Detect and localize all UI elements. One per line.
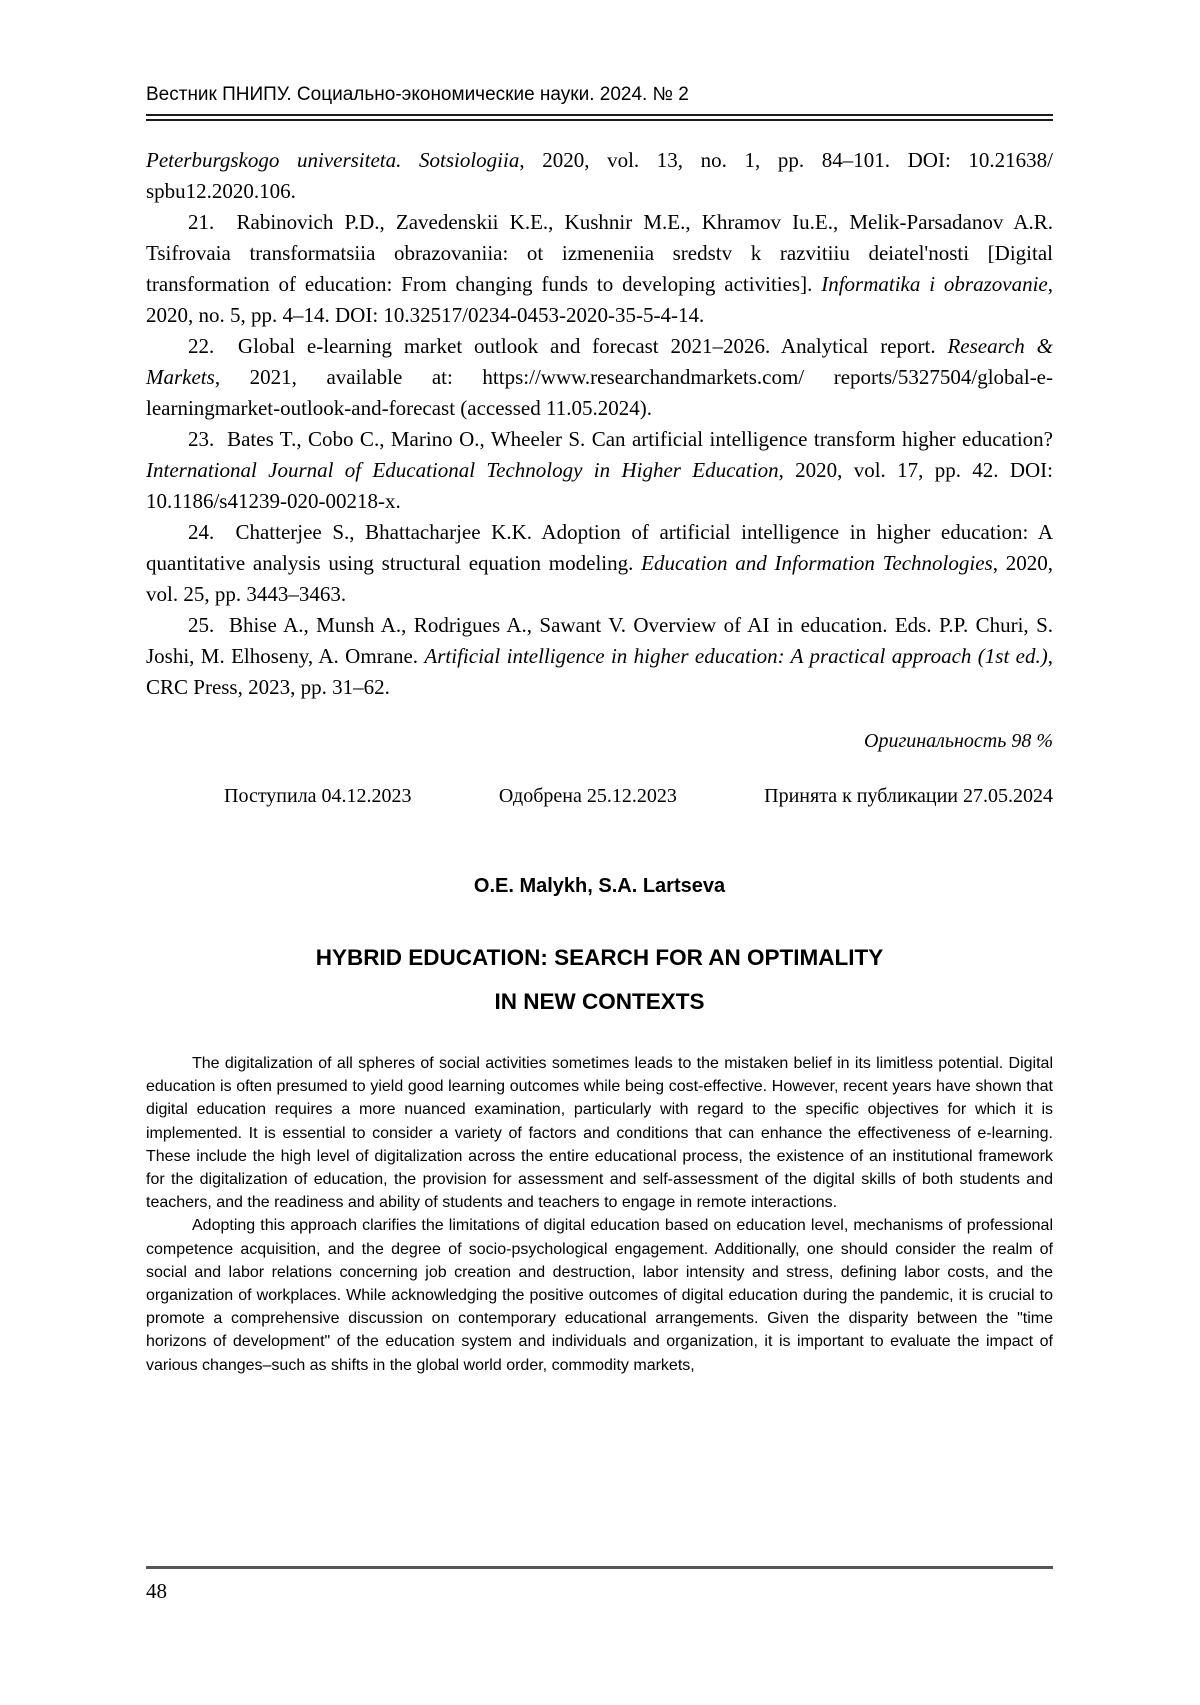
date-received: Поступила 04.12.2023 [224, 785, 412, 807]
reference-item: 25. Bhise A., Munsh A., Rodrigues A., Sawant V. Overview of AI in education. Eds. P.P. Churi, S. Joshi, M. Elhoseny, A. Omrane. Artificial intelligence in higher education: A practical approach (1st ed.), CRC Press, 2023, pp. 31–62. [146, 613, 1053, 699]
reference-item: 24. Chatterjee S., Bhattacharjee K.K. Adoption of artificial intelligence in higher education: A quantitative analysis using structural equation modeling. Education and Information Technologies, 2020, vol. 25, pp. 3443–3463. [146, 520, 1053, 606]
references-list [146, 145, 1053, 703]
abstract [146, 1052, 1053, 1377]
article-title [146, 936, 1053, 1024]
reference-item: 22. Global e-learning market outlook and forecast 2021–2026. Analytical report. Research & Markets, 2021, available at: https://www.researchandmarkets.com/ reports/5327504/global-e-learningmarket-outlook-and-forecast (accessed 11.05.2024). [146, 334, 1053, 420]
date-approved: Одобрена 25.12.2023 [498, 785, 677, 807]
abstract-paragraph: Adopting this approach clarifies the limitations of digital education based on education level, mechanisms of professional competence acquisition, and the degree of socio-psychological engagement. Additionally, one should consider the realm of social and labor relations concerning job creation and destruction, labor intensity and stress, defining labor costs, and the organization of workplaces. While acknowledging the positive outcomes of digital education during the pandemic, it is crucial to promote a comprehensive discussion on contemporary educational arrangements. Given the disparity between the "time horizons of development" of the education system and individuals and organization, it is important to evaluate the impact of various changes–such as shifts in the global world order, commodity markets, [146, 1217, 1053, 1374]
running-header [146, 84, 1053, 121]
page-number: 48 [146, 1579, 167, 1603]
header-rule [146, 114, 1053, 121]
article-dates [146, 782, 1053, 810]
abstract-paragraph: The digitalization of all spheres of social activities sometimes leads to the mistaken belief in its limitless potential. Digital education is often presumed to yield good learning outcomes while being cost-effective. However, recent years have shown that digital education requires a more nuanced examination, particularly with regard to the specific objectives for which it is implemented. It is essential to consider a variety of factors and conditions that can enhance the effectiveness of e-learning. These include the high level of digitalization across the entire educational process, the existence of an institutional framework for the digitalization of education, the provision for assessment and self-assessment of the digital skills of both students and teachers, and the readiness and ability of students and teachers to engage in remote interactions. [146, 1055, 1053, 1212]
reference-item: Peterburgskogo universiteta. Sotsiologiia, 2020, vol. 13, no. 1, pp. 84–101. DOI: 10.21638/ spbu12.2020.106. [146, 148, 1053, 203]
reference-item: 21. Rabinovich P.D., Zavedenskii K.E., Kushnir M.E., Khramov Iu.E., Melik-Parsadanov A.R. Tsifrovaia transformatsiia obrazovaniia: ot izmeneniia sredstv k razvitiiu deiatel'nosti [Digital transformation of education: From changing funds to developing activities]. Informatika i obrazovanie, 2020, no. 5, pp. 4–14. DOI: 10.32517/0234-0453-2020-35-5-4-14. [146, 210, 1054, 327]
originality-note: Оригинальность 98 % [864, 730, 1053, 752]
title-line-1: HYBRID EDUCATION: SEARCH FOR AN OPTIMALITY [315, 945, 884, 970]
reference-item: 23. Bates T., Cobo C., Marino O., Wheeler S. Can artificial intelligence transform higher education? International Journal of Educational Technology in Higher Education, 2020, vol. 17, pp. 42. DOI: 10.1186/s41239-020-00218-x. [146, 427, 1053, 513]
article-authors: O.E. Malykh, S.A. Lartseva [473, 875, 726, 897]
title-line-2: IN NEW CONTEXTS [494, 989, 705, 1014]
date-accepted: Принята к публикации 27.05.2024 [764, 785, 1053, 807]
journal-header-text: Вестник ПНИПУ. Социально-экономические науки. 2024. № 2 [146, 84, 689, 105]
footer-rule [146, 1566, 1053, 1569]
